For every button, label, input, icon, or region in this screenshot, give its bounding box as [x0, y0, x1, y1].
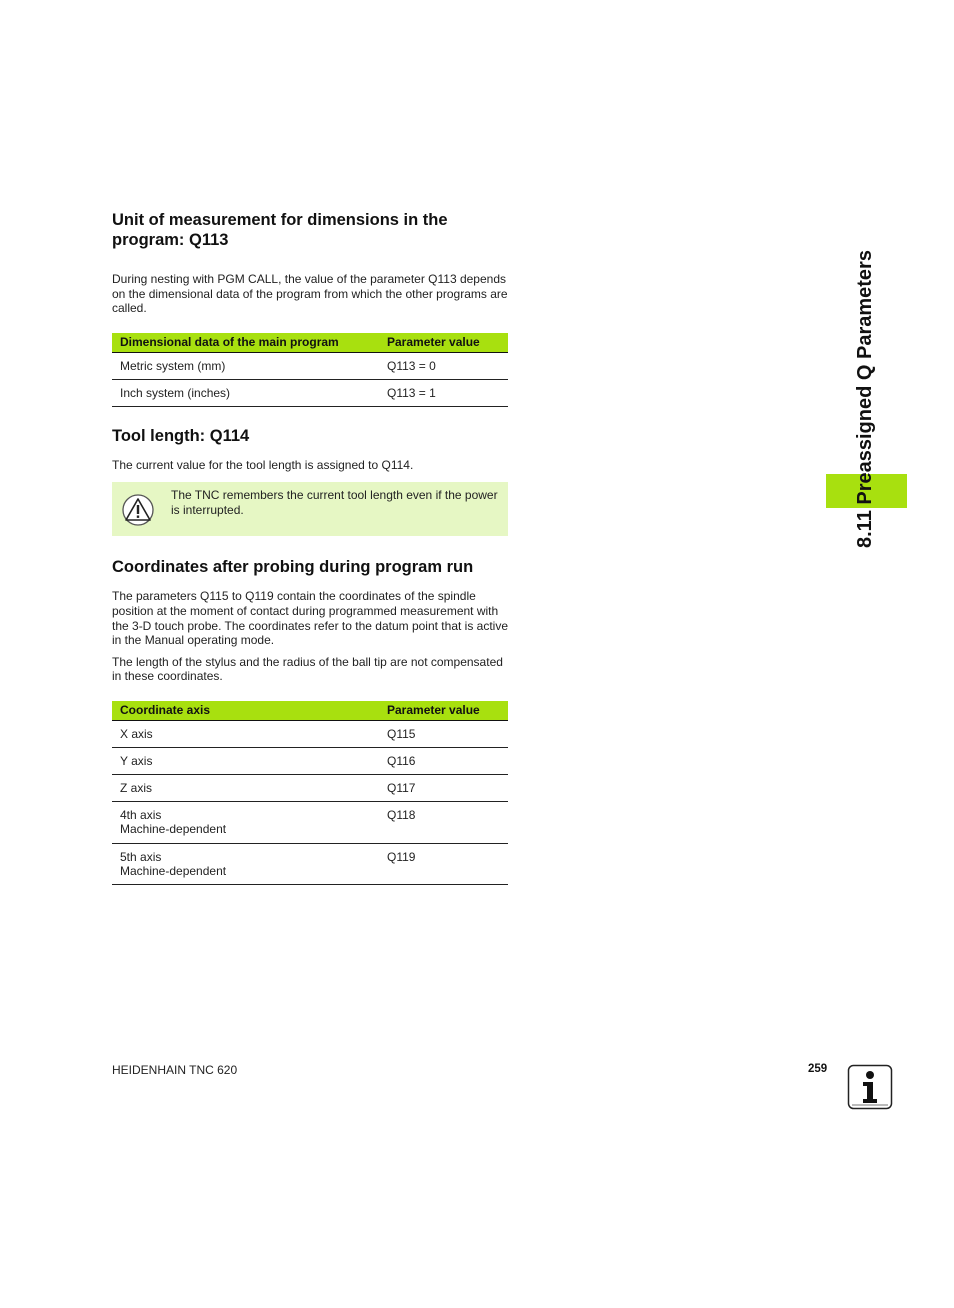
page-number: 259	[808, 1063, 828, 1075]
table-coordinates	[112, 701, 508, 885]
section-heading-coordinates: Coordinates after probing during program run	[112, 558, 474, 577]
table-cell: Inch system (inches)	[112, 379, 379, 406]
table-cell: Z axis	[112, 774, 379, 801]
table-cell: Q115	[379, 720, 508, 747]
table-row	[112, 843, 508, 884]
table-row	[112, 747, 508, 774]
main-content	[112, 210, 508, 885]
table-cell: X axis	[112, 720, 379, 747]
paragraph-coordinates-2: The length of the stylus and the radius of the ball tip are not compensated in these coordinates.	[112, 654, 503, 684]
note-box	[112, 482, 508, 536]
table-q113	[112, 333, 508, 407]
table-cell: Q116	[379, 747, 508, 774]
section-heading-q114: Tool length: Q114	[112, 426, 250, 445]
table-row	[112, 774, 508, 801]
table-cell: Q119	[379, 843, 508, 884]
table-cell: 4th axis Machine-dependent	[112, 801, 379, 843]
table-cell: Q113 = 0	[379, 352, 508, 379]
table-header-dimensional-data: Dimensional data of the main program	[112, 333, 379, 353]
table-row	[112, 352, 508, 379]
table-cell: Q118	[379, 801, 508, 843]
paragraph-coordinates-1: The parameters Q115 to Q119 contain the coordinates of the spindle position at the moment of contact during programmed measurement with the 3-D touch probe. The coordinates refer to the datum point that is active in the Manual operating mode.	[112, 589, 509, 648]
table-cell: Y axis	[112, 747, 379, 774]
table-cell: Metric system (mm)	[112, 352, 379, 379]
table-cell: Q113 = 1	[379, 379, 508, 406]
info-icon	[847, 1064, 893, 1110]
warning-triangle-icon	[122, 494, 154, 526]
table-cell: Q117	[379, 774, 508, 801]
table-cell: 5th axis Machine-dependent	[112, 843, 379, 884]
table-header-coordinate-axis: Coordinate axis	[112, 701, 379, 721]
table-row	[112, 801, 508, 843]
paragraph-q114: The current value for the tool length is assigned to Q114.	[112, 457, 414, 472]
footer-product: HEIDENHAIN TNC 620	[112, 1063, 238, 1077]
note-text: The TNC remembers the current tool length even if the power is interrupted.	[171, 488, 498, 517]
table-header-parameter-value: Parameter value	[379, 701, 508, 721]
table-row	[112, 379, 508, 406]
table-row	[112, 720, 508, 747]
section-heading-q113: Unit of measurement for dimensions in the program: Q113	[112, 211, 448, 249]
table-header-parameter-value: Parameter value	[379, 333, 508, 353]
paragraph-q113: During nesting with PGM CALL, the value of the parameter Q113 depends on the dimensional data of the program from which the other programs are called.	[112, 272, 508, 316]
